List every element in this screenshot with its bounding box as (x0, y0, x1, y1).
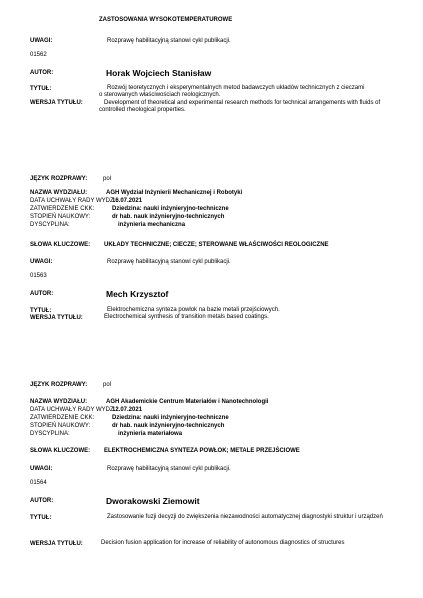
title-value: Zastosowanie fuzji decyzji do zwiększenia niezawodności automatycznej diagnostyki struktur i urządzeń (107, 514, 383, 520)
entry-id: 01563 (30, 273, 47, 279)
author-name: Dworakowski Ziemowit (106, 496, 200, 506)
wydzial-value: AGH Akademickie Centrum Materiałów i Nanotechnologii (106, 399, 269, 405)
tytul-label: TYTUŁ: (30, 86, 52, 92)
slowa-value: UKŁADY TECHNICZNE; CIECZE; STEROWANE WŁAŚCIWOŚCI REOLOGICZNE (104, 242, 329, 248)
jezyk-label: JĘZYK ROZPRAWY: (30, 176, 88, 182)
wydzial-value: AGH Wydział Inżynierii Mechanicznej i Robotyki (106, 190, 243, 196)
uwagi-value: Rozprawę habilitacyjną stanowi cykl publikacji. (107, 259, 231, 265)
data-uchwaly-value: 16.07.2021 (112, 198, 143, 204)
jezyk-value: pol (103, 382, 112, 388)
uwagi-value: Rozprawę habilitacyjną stanowi cykl publikacji. (107, 38, 231, 44)
zatwierdzenie-label: ZATWIERDZENIE CKK: (30, 415, 95, 421)
dyscyplina-value: inżynieria materiałowa (118, 431, 183, 437)
uwagi-label: UWAGI: (30, 38, 53, 44)
data-uchwaly-label: DATA UCHWAŁY RADY WYDZ.: (30, 198, 118, 204)
wersja-tytulu-label: WERSJA TYTUŁU: (30, 315, 83, 321)
zatwierdzenie-value: Dziedzina: nauki inżynieryjno-techniczne (112, 206, 229, 212)
tytul-label: TYTUŁ: (30, 515, 52, 521)
wersja-tytulu-label: WERSJA TYTUŁU: (30, 541, 83, 547)
stopien-value: dr hab. nauk inżynieryjno-technicznych (112, 214, 225, 220)
entry-id: 01564 (30, 480, 47, 486)
title-value: Rozwój teoretycznych i eksperymentalnych metod badawczych układów technicznych z cieczami o sterowanych właściwościach reologicznych. (99, 85, 365, 99)
uwagi-label: UWAGI: (30, 466, 53, 472)
wersja-tytulu-label: WERSJA TYTUŁU: (30, 100, 83, 106)
data-uchwaly-label: DATA UCHWAŁY RADY WYDZ.: (30, 407, 118, 413)
title-value: Elektrochemiczna synteza powłok na bazie metali przejściowych. (107, 307, 280, 313)
title-version-value: Electrochemical synthesis of transition metals based coatings. (104, 314, 269, 320)
author-name: Mech Krzysztof (106, 289, 169, 299)
stopien-label: STOPIEŃ NAUKOWY: (30, 214, 91, 220)
autor-label: AUTOR: (30, 291, 54, 297)
uwagi-value: Rozprawę habilitacyjną stanowi cykl publikacji. (107, 466, 231, 472)
stopien-value: dr hab. nauk inżynieryjno-technicznych (112, 423, 225, 429)
zatwierdzenie-value: Dziedzina: nauki inżynieryjno-techniczne (112, 415, 229, 421)
slowa-value: ELEKTROCHEMICZNA SYNTEZA POWŁOK; METALE PRZEJŚCIOWE (104, 448, 300, 454)
data-uchwaly-value: 12.07.2021 (112, 407, 143, 413)
dyscyplina-label: DYSCYPLINA: (30, 431, 70, 437)
tytul-label: TYTUŁ: (30, 308, 52, 314)
entry-id: 01562 (30, 52, 47, 58)
jezyk-label: JĘZYK ROZPRAWY: (30, 382, 88, 388)
slowa-label: SŁOWA KLUCZOWE: (30, 448, 91, 454)
title-version-value: Decision fusion application for increase of reliability of autonomous diagnostics of structures (101, 540, 345, 546)
wydzial-label: NAZWA WYDZIAŁU: (30, 190, 88, 196)
uwagi-label: UWAGI: (30, 259, 53, 265)
zatwierdzenie-label: ZATWIERDZENIE CKK: (30, 206, 95, 212)
author-name: Horak Wojciech Stanisław (106, 68, 212, 78)
wydzial-label: NAZWA WYDZIAŁU: (30, 399, 88, 405)
slowa-label: SŁOWA KLUCZOWE: (30, 242, 91, 248)
stopien-label: STOPIEŃ NAUKOWY: (30, 423, 91, 429)
dyscyplina-value: inżynieria mechaniczna (118, 222, 186, 228)
autor-label: AUTOR: (30, 498, 54, 504)
title-version-value: Development of theoretical and experimental research methods for technical arrangements with fluids of controlled rheological properties. (99, 100, 381, 114)
continued-keywords: ZASTOSOWANIA WYSOKOTEMPERATUROWE (99, 17, 233, 23)
autor-label: AUTOR: (30, 70, 54, 76)
dyscyplina-label: DYSCYPLINA: (30, 222, 70, 228)
jezyk-value: pol (103, 176, 112, 182)
